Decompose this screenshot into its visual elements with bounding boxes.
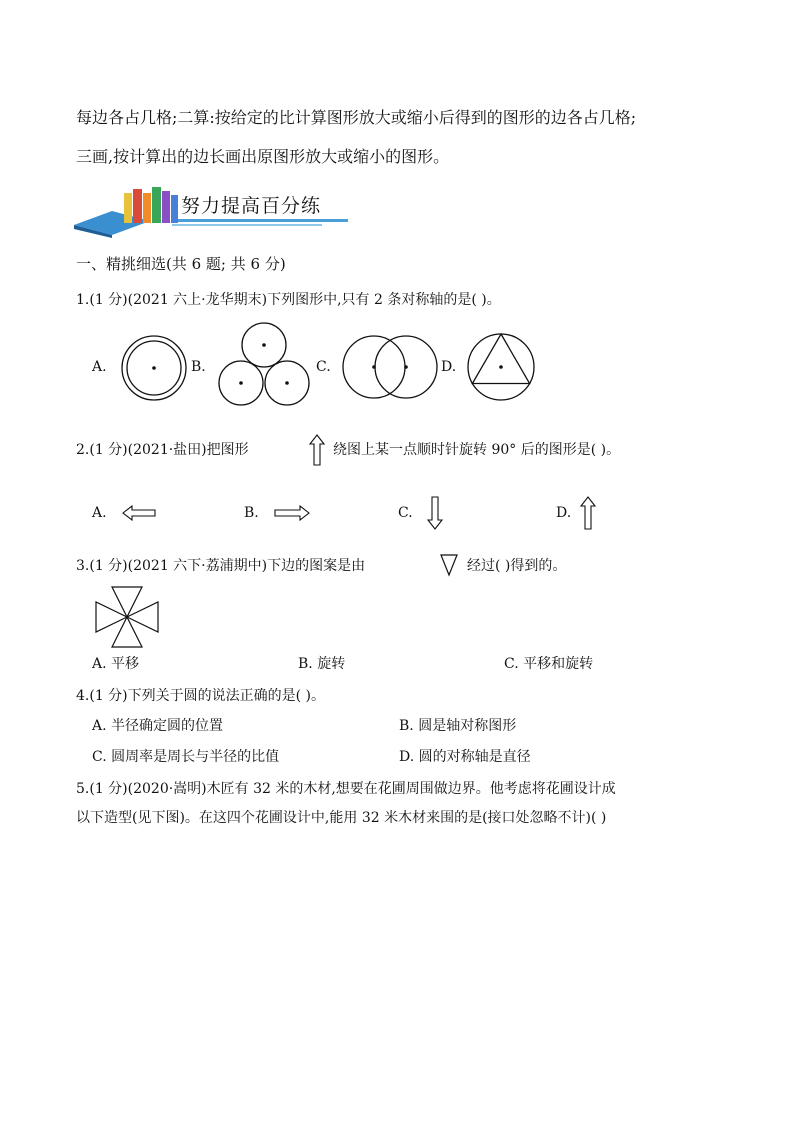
left-arrow-icon bbox=[122, 505, 156, 521]
q3-option-b[interactable]: B. 旋转 bbox=[298, 656, 346, 672]
intro-line-2: 三画,按计算出的边长画出原图形放大或缩小的图形。 bbox=[76, 147, 450, 166]
q1-option-b[interactable]: B. bbox=[191, 359, 206, 375]
question-3-text-start: 3.(1 分)(2021 六下·荔浦期中)下边的图案是由 bbox=[76, 558, 366, 574]
q3-option-c[interactable]: C. 平移和旋转 bbox=[504, 656, 594, 672]
question-2-text-start: 2.(1 分)(2021·盐田)把图形 bbox=[76, 442, 249, 458]
q4-option-b[interactable]: B. 圆是轴对称图形 bbox=[399, 718, 517, 734]
q1-option-a[interactable]: A. bbox=[92, 359, 107, 375]
question-3-text-end: 经过( )得到的。 bbox=[467, 558, 567, 574]
q1-option-d[interactable]: D. bbox=[441, 359, 457, 375]
q1-figure-d bbox=[466, 332, 536, 402]
question-5-text-line-2: 以下造型(见下图)。在这四个花圃设计中,能用 32 米木材来围的是(接口处忽略不计)( ) bbox=[76, 810, 607, 826]
question-1-text: 1.(1 分)(2021 六上·龙华期末)下列图形中,只有 2 条对称轴的是( )。 bbox=[76, 292, 501, 308]
q1-figure-a bbox=[120, 334, 188, 402]
section-heading: 一、精挑细选(共 6 题; 共 6 分) bbox=[76, 255, 286, 273]
q3-option-a[interactable]: A. 平移 bbox=[92, 656, 140, 672]
q2-option-b[interactable]: B. bbox=[244, 505, 259, 521]
pinwheel-pattern bbox=[94, 586, 160, 648]
down-arrow-icon bbox=[427, 496, 443, 530]
q2-option-a[interactable]: A. bbox=[92, 505, 107, 521]
banner-title: 努力提高百分练 bbox=[181, 195, 322, 217]
up-arrow-icon bbox=[309, 434, 325, 466]
up-arrow-icon-option bbox=[580, 496, 596, 530]
question-2-text-end: 绕图上某一点顺时针旋转 90° 后的图形是( )。 bbox=[333, 442, 621, 458]
right-arrow-icon bbox=[274, 505, 310, 521]
intro-line-1: 每边各占几格;二算:按给定的比计算图形放大或缩小后得到的图形的边各占几格; bbox=[76, 108, 637, 127]
q4-option-a[interactable]: A. 半径确定圆的位置 bbox=[92, 718, 224, 734]
q4-option-c[interactable]: C. 圆周率是周长与半径的比值 bbox=[92, 749, 280, 765]
q1-figure-c bbox=[342, 334, 438, 400]
question-5-text-line-1: 5.(1 分)(2020·嵩明)木匠有 32 米的木材,想要在花圃周围做边界。他考虑将花圃设计成 bbox=[76, 781, 616, 797]
down-triangle-icon bbox=[439, 553, 459, 577]
q1-figure-b bbox=[216, 322, 312, 408]
q2-option-c[interactable]: C. bbox=[398, 505, 413, 521]
q1-option-c[interactable]: C. bbox=[316, 359, 331, 375]
q4-option-d[interactable]: D. 圆的对称轴是直径 bbox=[399, 749, 531, 765]
question-4-text: 4.(1 分)下列关于圆的说法正确的是( )。 bbox=[76, 688, 326, 704]
q2-option-d[interactable]: D. bbox=[556, 505, 572, 521]
